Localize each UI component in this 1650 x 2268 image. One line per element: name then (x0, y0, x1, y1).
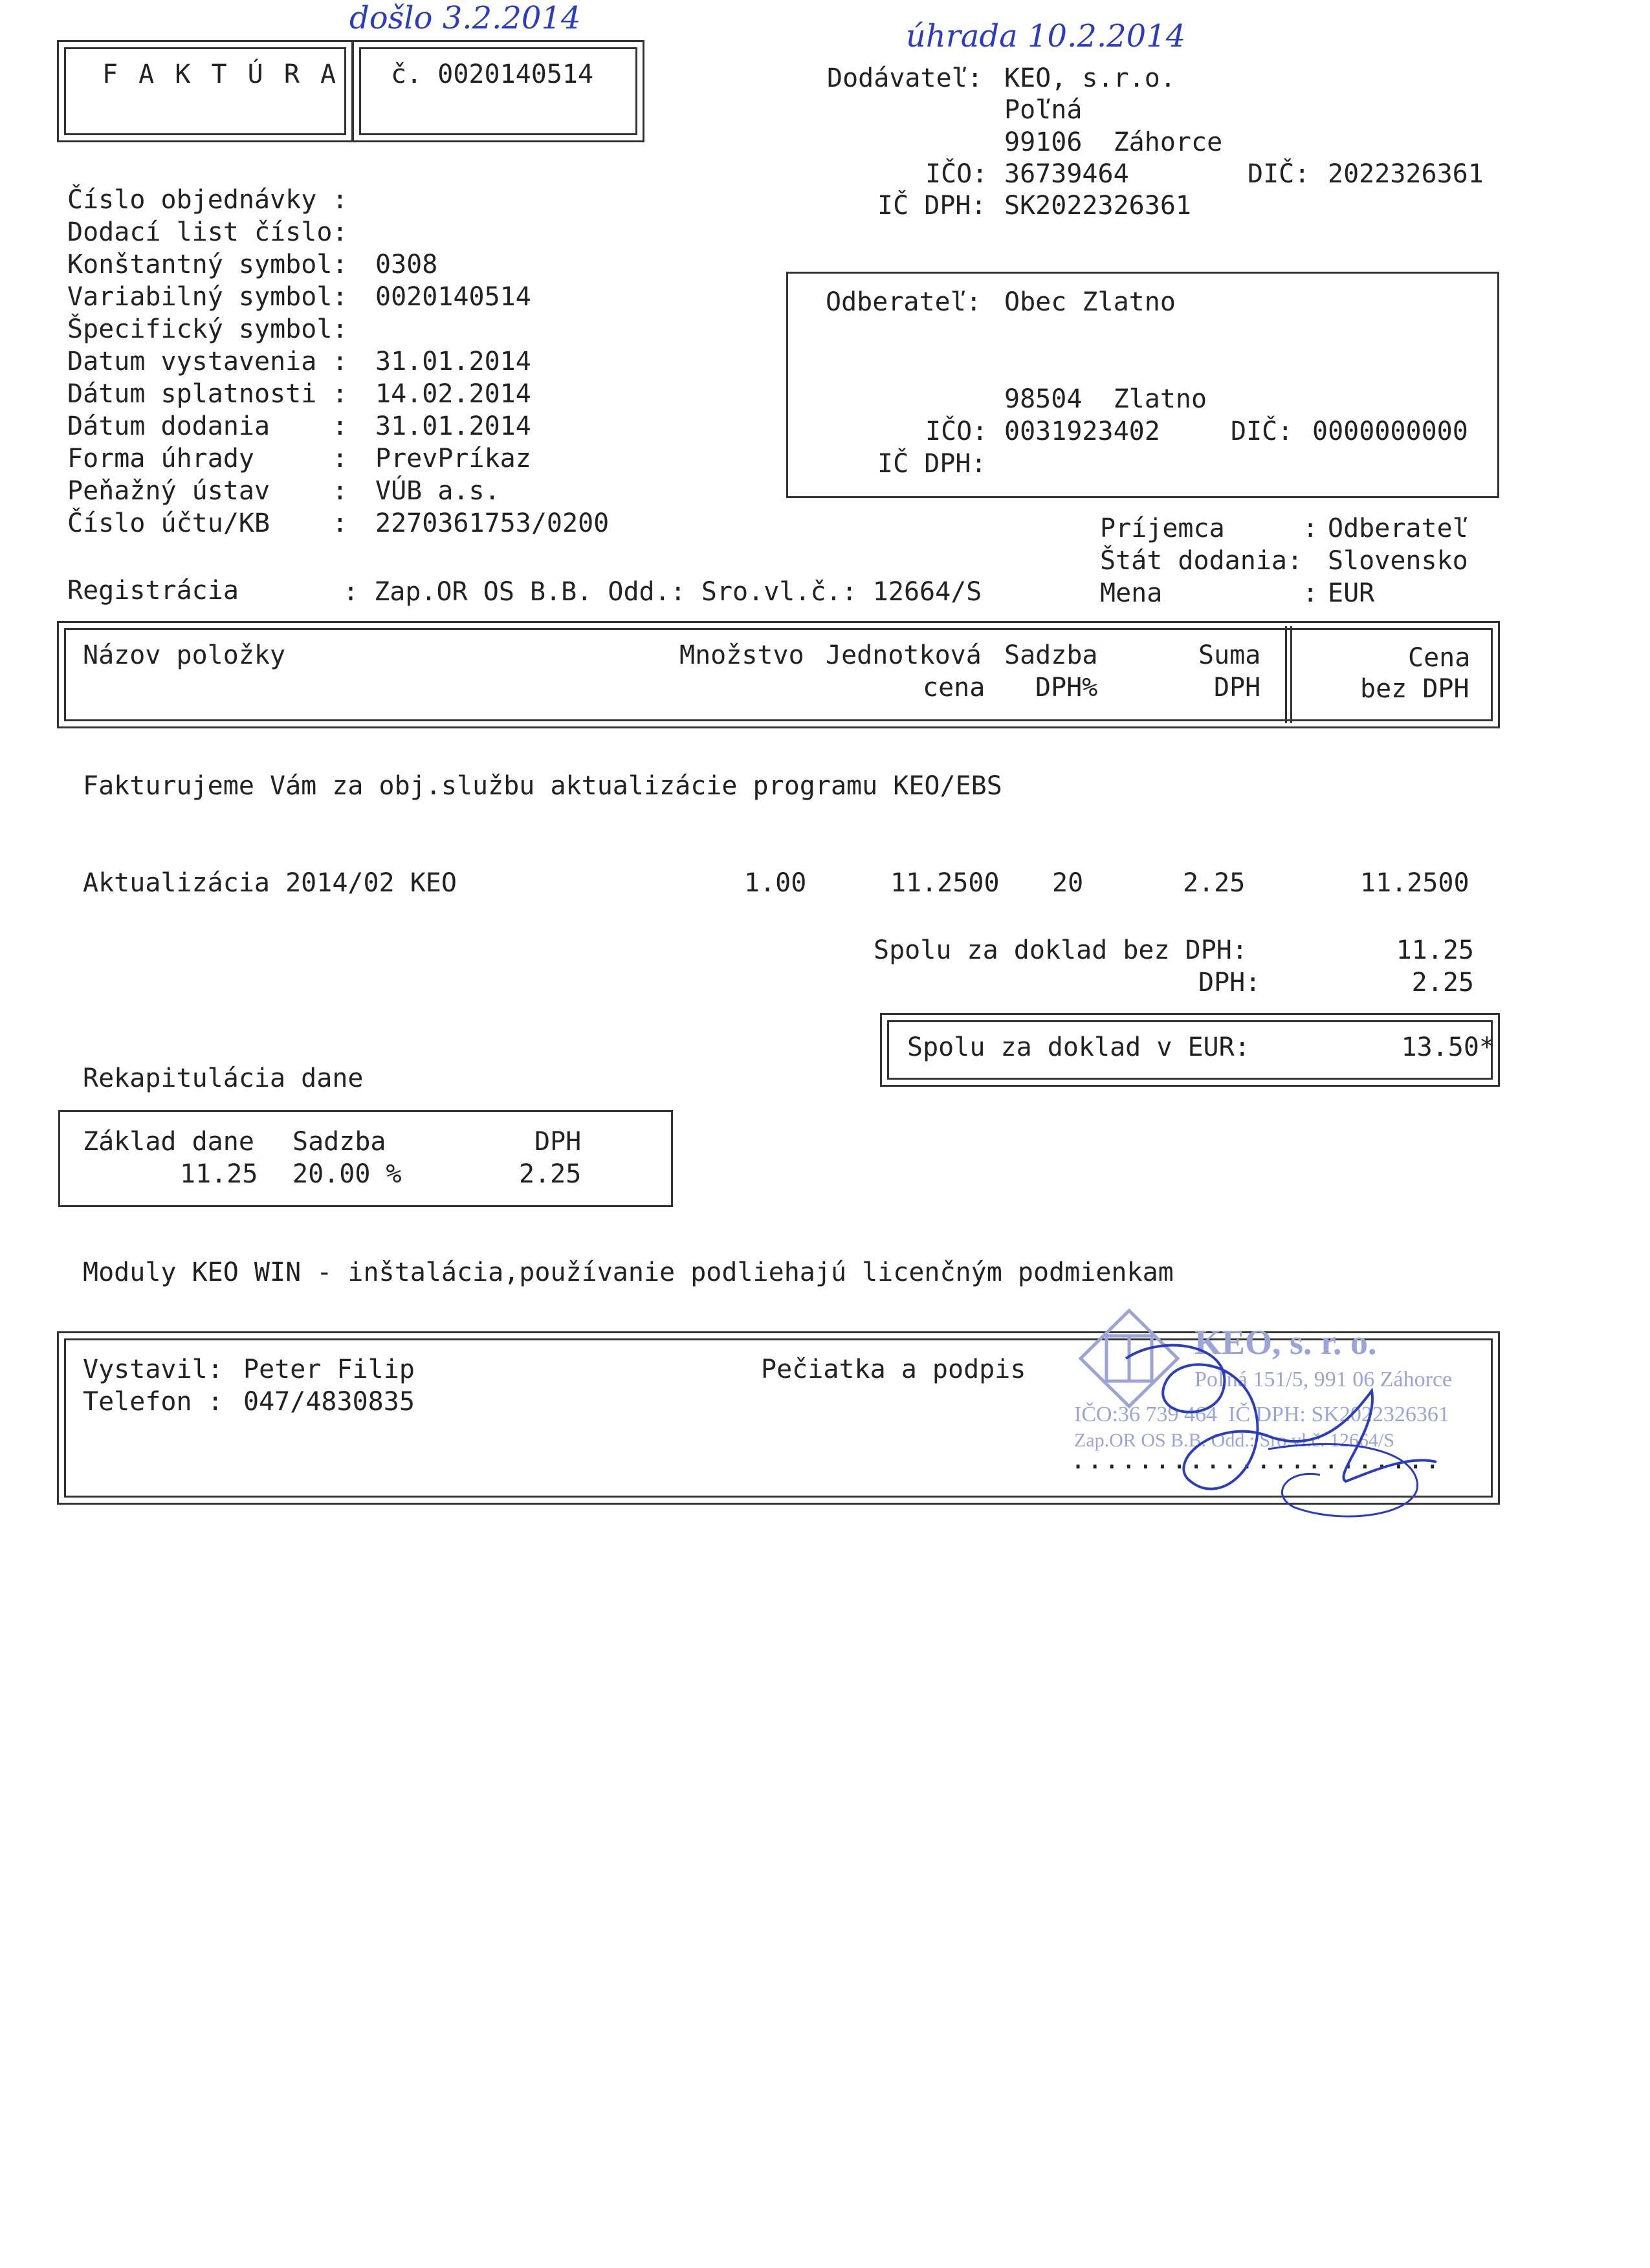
column-header-unit-2: cena (923, 673, 985, 703)
item-name: Aktualizácia 2014/02 KEO (83, 868, 457, 898)
registration-value: : Zap.OR OS B.B. Odd.: Sro.vl.č.: 12664/S (343, 577, 982, 607)
order-info-label: Dodací list číslo: (67, 217, 348, 247)
grand-total-label: Spolu za doklad v EUR: (907, 1032, 1250, 1062)
signature-line: ...................... (1070, 1445, 1442, 1475)
order-info-label: Číslo účtu/KB : (67, 508, 348, 538)
payment-method: PrevPríkaz (375, 444, 531, 474)
item-vat-rate: 20 (1052, 868, 1084, 898)
column-header-vat-2: DPH (1214, 673, 1261, 703)
customer-label: Odberateľ: (826, 287, 982, 317)
invoice-title: F A K T Ú R A (102, 60, 339, 89)
customer-ico: 0031923402 (1004, 417, 1160, 446)
handwritten-received-note: došlo 3.2.2014 (349, 0, 581, 36)
issued-by: Peter Filip (243, 1355, 415, 1384)
header-divider (1285, 626, 1287, 723)
supplier-ico: 36739464 (1004, 159, 1129, 189)
customer-name: Obec Zlatno (1004, 287, 1176, 317)
variable-symbol: 0020140514 (375, 282, 531, 312)
stamp-signature-label: Pečiatka a podpis (761, 1355, 1026, 1384)
currency-value: EUR (1328, 578, 1375, 608)
order-info-label: Špecifický symbol: (67, 314, 348, 344)
customer-ico-label: IČO: (925, 417, 988, 446)
registration-label: Registrácia (67, 576, 239, 605)
currency-label: Mena : (1100, 578, 1319, 608)
recap-base-label: Základ dane (83, 1127, 254, 1157)
supplier-icdph: SK2022326361 (1004, 191, 1191, 221)
supplier-ico-label: IČO: (925, 159, 988, 189)
stamp-company: KEO, s. r. o. (1194, 1323, 1377, 1362)
stamp-ids: IČO:36 739 464 IČ DPH: SK2022326361 (1074, 1402, 1449, 1426)
order-info-label: Peňažný ústav : (67, 476, 348, 506)
country-label: Štát dodania: (1100, 546, 1303, 576)
vat-total-label: DPH: (1198, 968, 1261, 998)
item-unit-price: 11.2500 (890, 868, 1000, 898)
customer-dic-label: DIČ: (1231, 417, 1293, 446)
order-info-label: Dátum splatnosti : (67, 379, 348, 409)
item-price: 11.2500 (1360, 868, 1469, 898)
intro-text: Fakturujeme Vám za obj.službu aktualizácie programu KEO/EBS (83, 771, 1002, 801)
recipient-value: Odberateľ (1328, 514, 1468, 543)
column-header-unit: Jednotková (826, 640, 982, 670)
stamp-registration: Zap.OR OS B.B. Odd.: Sro.vl.č. 12664/S (1074, 1430, 1395, 1451)
recap-rate-label: Sadzba (292, 1127, 386, 1157)
column-header-name: Názov položky (83, 640, 286, 670)
recap-vat-label: DPH (534, 1127, 582, 1157)
phone: 047/4830835 (243, 1387, 415, 1417)
invoice-title-box (57, 40, 353, 142)
handwritten-signature-icon (1074, 1320, 1475, 1527)
recap-vat: 2.25 (519, 1159, 582, 1189)
handwritten-paid-note: úhrada 10.2.2014 (906, 18, 1186, 54)
issue-date: 31.01.2014 (375, 347, 531, 376)
column-header-rate: Sadzba (1004, 640, 1098, 670)
column-header-qty: Množstvo (679, 640, 804, 670)
net-total: 11.25 (1396, 935, 1474, 965)
country-value: Slovensko (1328, 546, 1468, 576)
column-header-price: Cena (1408, 643, 1471, 673)
items-table-header (57, 621, 1500, 728)
invoice-number-box (352, 40, 644, 142)
net-total-label: Spolu za doklad bez DPH: (874, 935, 1248, 965)
column-header-vat: Suma (1198, 640, 1261, 670)
supplier-name: KEO, s.r.o. (1004, 63, 1176, 93)
supplier-icdph-label: IČ DPH: (877, 191, 987, 221)
tax-recap-title: Rekapitulácia dane (83, 1063, 364, 1093)
grand-total: 13.50* (1401, 1032, 1495, 1062)
supplier-label: Dodávateľ: (827, 63, 983, 93)
recap-rate: 20.00 % (292, 1159, 402, 1189)
invoice-number: č. 0020140514 (391, 60, 594, 89)
order-info-label: Číslo objednávky : (67, 185, 348, 215)
order-info-label: Forma úhrady : (67, 444, 348, 474)
supplier-city: 99106 Záhorce (1004, 127, 1223, 157)
customer-dic: 0000000000 (1312, 417, 1468, 446)
stamp-address: Poľná 151/5, 991 06 Záhorce (1194, 1368, 1453, 1391)
column-header-price-2: bez DPH (1360, 674, 1469, 704)
recipient-label: Príjemca : (1100, 514, 1319, 543)
customer-city: 98504 Zlatno (1004, 384, 1207, 414)
order-info-label: Konštantný symbol: (67, 250, 348, 279)
constant-symbol: 0308 (375, 250, 438, 279)
delivery-date: 31.01.2014 (375, 411, 531, 441)
due-date: 14.02.2014 (375, 379, 531, 409)
order-info-label: Datum vystavenia : (67, 347, 348, 376)
order-info-label: Variabilný symbol: (67, 282, 348, 312)
column-header-rate-2: DPH% (1035, 673, 1098, 703)
order-info-label: Dátum dodania : (67, 411, 348, 441)
account-number: 2270361753/0200 (375, 508, 610, 538)
license-note: Moduly KEO WIN - inštalácia,používanie podliehajú licenčným podmienkam (83, 1258, 1174, 1287)
item-qty: 1.00 (744, 868, 807, 898)
recap-base: 11.25 (180, 1159, 258, 1189)
supplier-dic: 2022326361 (1328, 159, 1484, 189)
vat-total: 2.25 (1411, 968, 1474, 998)
supplier-dic-label: DIČ: (1248, 159, 1310, 189)
issued-by-label: Vystavil: (83, 1355, 223, 1384)
bank-name: VÚB a.s. (375, 476, 500, 506)
supplier-street: Poľná (1004, 95, 1083, 125)
header-divider (1290, 626, 1292, 723)
phone-label: Telefon : (83, 1387, 223, 1417)
customer-icdph-label: IČ DPH: (877, 449, 987, 479)
item-vat-amount: 2.25 (1183, 868, 1246, 898)
